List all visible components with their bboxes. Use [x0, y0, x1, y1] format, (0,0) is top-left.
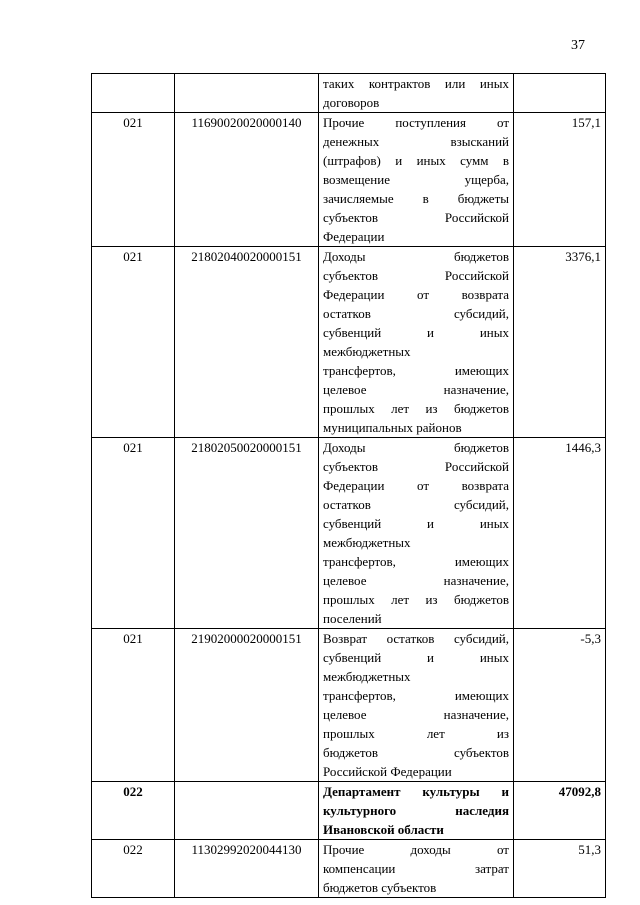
table-row — [92, 74, 606, 113]
table-row — [92, 247, 606, 438]
description-line: субвенций и иных — [323, 650, 509, 665]
kbk-code-cell: 21802050020000151 — [175, 438, 319, 629]
description-line: трансфертов, имеющих — [323, 363, 509, 378]
description-line: договоров — [323, 95, 380, 110]
description-cell — [319, 840, 514, 898]
description-line: Федерации — [323, 229, 385, 244]
table-row — [92, 840, 606, 898]
amount-cell: 1446,3 — [514, 438, 606, 629]
page-number: 37 — [571, 38, 585, 53]
description-line: Прочие доходы от — [323, 842, 509, 857]
description-line: бюджетов субъектов — [323, 880, 437, 895]
description-line: трансфертов, имеющих — [323, 688, 509, 703]
description-line: прошлых лет из бюджетов — [323, 401, 509, 416]
table-row — [92, 113, 606, 247]
admin-code-cell — [92, 74, 175, 113]
table-row — [92, 782, 606, 840]
description-line: денежных взысканий — [323, 134, 509, 149]
description-cell — [319, 113, 514, 247]
admin-code-cell: 021 — [92, 629, 175, 782]
description-cell — [319, 782, 514, 840]
description-cell — [319, 247, 514, 438]
amount-cell: 157,1 — [514, 113, 606, 247]
description-line: Доходы бюджетов — [323, 440, 509, 455]
description-line: Федерации от возврата — [323, 287, 509, 302]
description-line: прошлых лет из бюджетов — [323, 592, 509, 607]
admin-code-cell: 021 — [92, 438, 175, 629]
description-line: Доходы бюджетов — [323, 249, 509, 264]
description-line: остатков субсидий, — [323, 306, 509, 321]
description-line: (штрафов) и иных сумм в — [323, 153, 509, 168]
kbk-code-cell: 11690020020000140 — [175, 113, 319, 247]
kbk-code-cell — [175, 782, 319, 840]
revenue-table — [91, 73, 606, 898]
description-line: Российской Федерации — [323, 764, 452, 779]
description-line: культурного наследия — [323, 803, 509, 818]
amount-cell: 47092,8 — [514, 782, 606, 840]
amount-cell: 51,3 — [514, 840, 606, 898]
table-body — [92, 74, 606, 898]
description-line: муниципальных районов — [323, 420, 462, 435]
amount-cell: 3376,1 — [514, 247, 606, 438]
description-line: целевое назначение, — [323, 382, 509, 397]
admin-code-cell: 022 — [92, 840, 175, 898]
admin-code-cell: 021 — [92, 247, 175, 438]
amount-cell: -5,3 — [514, 629, 606, 782]
description-line: остатков субсидий, — [323, 497, 509, 512]
kbk-code-cell: 21802040020000151 — [175, 247, 319, 438]
amount-cell — [514, 74, 606, 113]
description-line: субъектов Российской — [323, 268, 509, 283]
description-line: зачисляемые в бюджеты — [323, 191, 509, 206]
description-line: целевое назначение, — [323, 573, 509, 588]
description-line: поселений — [323, 611, 382, 626]
description-line: Прочие поступления от — [323, 115, 509, 130]
description-line: межбюджетных — [323, 669, 411, 684]
description-line: субъектов Российской — [323, 459, 509, 474]
description-cell — [319, 629, 514, 782]
kbk-code-cell: 11302992020044130 — [175, 840, 319, 898]
description-line: Федерации от возврата — [323, 478, 509, 493]
table-row — [92, 438, 606, 629]
description-line: субвенций и иных — [323, 325, 509, 340]
description-line: межбюджетных — [323, 344, 411, 359]
description-line: компенсации затрат — [323, 861, 509, 876]
description-line: бюджетов субъектов — [323, 745, 509, 760]
description-line: межбюджетных — [323, 535, 411, 550]
admin-code-cell: 022 — [92, 782, 175, 840]
description-line: таких контрактов или иных — [323, 76, 509, 91]
description-line: целевое назначение, — [323, 707, 509, 722]
description-line: Возврат остатков субсидий, — [323, 631, 509, 646]
description-cell — [319, 74, 514, 113]
kbk-code-cell: 21902000020000151 — [175, 629, 319, 782]
table-row — [92, 629, 606, 782]
description-line: возмещение ущерба, — [323, 172, 509, 187]
description-line: субвенций и иных — [323, 516, 509, 531]
admin-code-cell: 021 — [92, 113, 175, 247]
kbk-code-cell — [175, 74, 319, 113]
description-line: прошлых лет из — [323, 726, 509, 741]
description-line: Департамент культуры и — [323, 784, 509, 799]
description-cell — [319, 438, 514, 629]
description-line: субъектов Российской — [323, 210, 509, 225]
description-line: трансфертов, имеющих — [323, 554, 509, 569]
description-line: Ивановской области — [323, 822, 444, 837]
